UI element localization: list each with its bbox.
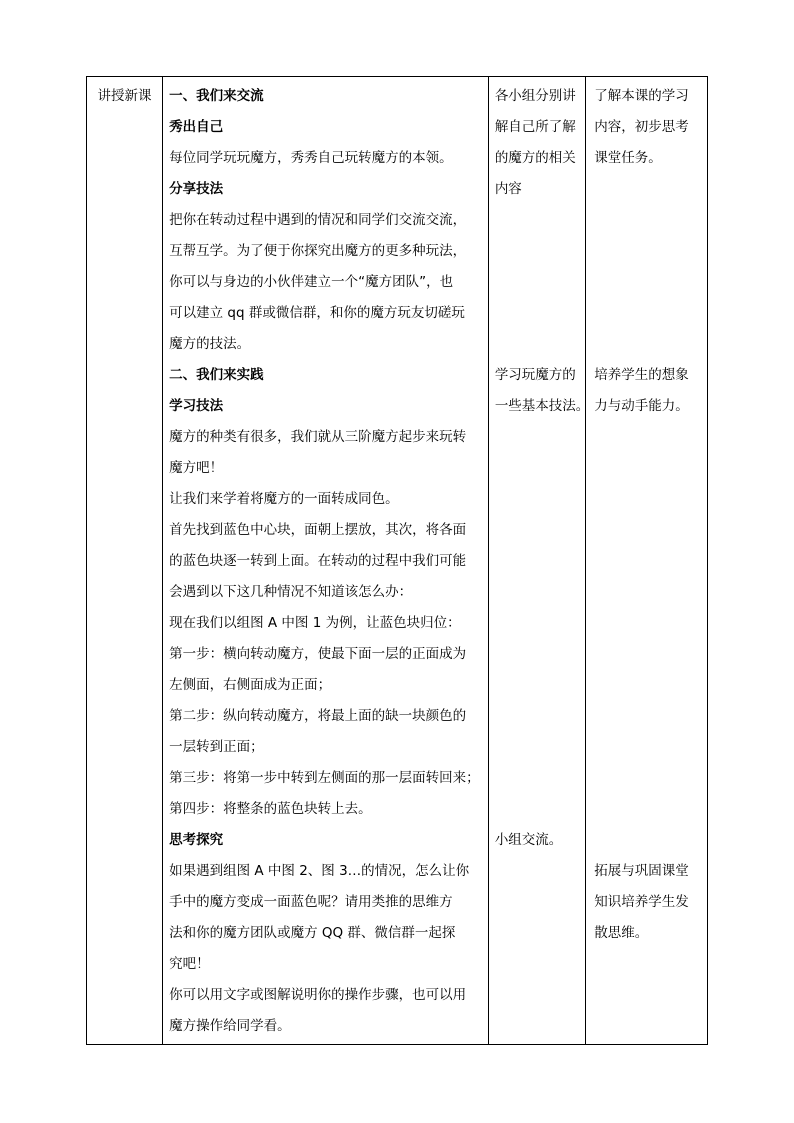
student-line: 解自己所了解 <box>494 119 576 135</box>
design-intent-cell <box>586 77 708 1045</box>
learn-line: 一层转到正面； <box>169 739 264 755</box>
think-line: 究吧！ <box>169 956 210 972</box>
student-line: 一些基本技法。 <box>494 398 590 414</box>
think-line: 你可以用文字或图解说明你的操作步骤，也可以用 <box>169 987 467 1003</box>
share-line: 互帮互学。为了便于你探究出魔方的更多种玩法， <box>169 243 467 259</box>
learn-line: 第一步：横向转动魔方，使最下面一层的正面成为 <box>169 646 467 662</box>
learn-line: 让我们来学着将魔方的一面转成同色。 <box>169 491 399 507</box>
student-line: 各小组分别讲 <box>494 88 576 104</box>
stage-cell <box>87 77 163 1045</box>
share-line: 可以建立 qq 群或微信群，和你的魔方玩友切磋玩 <box>169 305 465 321</box>
share-line: 把你在转动过程中遇到的情况和同学们交流交流， <box>169 212 467 228</box>
subheading-think: 思考探究 <box>169 832 224 848</box>
show-text: 每位同学玩玩魔方，秀秀自己玩转魔方的本领。 <box>169 150 453 166</box>
intent-line: 知识培养学生发 <box>594 894 689 910</box>
share-line: 你可以与身边的小伙伴建立一个“魔方团队”，也 <box>169 274 454 290</box>
learn-line: 首先找到蓝色中心块，面朝上摆放，其次，将各面 <box>169 522 467 538</box>
learn-line: 魔方的种类有很多，我们就从三阶魔方起步来玩转 <box>169 429 467 445</box>
student-line: 小组交流。 <box>494 832 563 848</box>
student-activity-cell <box>488 77 590 1045</box>
student-line: 的魔方的相关 <box>494 150 576 166</box>
subheading-share: 分享技法 <box>169 181 224 197</box>
content-cell <box>163 77 489 1045</box>
subheading-learn: 学习技法 <box>169 398 224 414</box>
section2-heading: 二、我们来实践 <box>169 367 264 383</box>
intent-line: 培养学生的想象 <box>594 367 689 383</box>
intent-line: 了解本课的学习 <box>594 88 689 104</box>
learn-line: 第三步：将第一步中转到左侧面的那一层面转回来； <box>169 770 480 786</box>
stage-label: 讲授新课 <box>97 88 152 104</box>
think-line: 魔方操作给同学看。 <box>169 1018 291 1034</box>
student-line: 学习玩魔方的 <box>494 367 576 383</box>
learn-line: 会遇到以下这几种情况不知道该怎么办： <box>169 584 413 600</box>
intent-line: 内容，初步思考 <box>594 119 689 135</box>
student-line: 内容 <box>494 181 522 197</box>
learn-line: 第二步：纵向转动魔方，将最上面的缺一块颜色的 <box>169 708 467 724</box>
learn-line: 第四步：将整条的蓝色块转上去。 <box>169 801 372 817</box>
lesson-plan-table <box>86 76 708 1045</box>
intent-line: 力与动手能力。 <box>594 398 689 414</box>
intent-line: 散思维。 <box>594 925 649 941</box>
section1-heading: 一、我们来交流 <box>169 88 264 104</box>
learn-line: 左侧面，右侧面成为正面； <box>169 677 332 693</box>
table-row <box>87 77 708 1045</box>
learn-line: 的蓝色块逐一转到上面。在转动的过程中我们可能 <box>169 553 467 569</box>
subheading-show: 秀出自己 <box>169 119 224 135</box>
share-line: 魔方的技法。 <box>169 336 251 352</box>
think-line: 手中的魔方变成一面蓝色呢？请用类推的思维方 <box>169 894 453 910</box>
think-line: 如果遇到组图 A 中图 2、图 3…的情况，怎么让你 <box>169 863 470 879</box>
learn-line: 现在我们以组图 A 中图 1 为例，让蓝色块归位： <box>169 615 461 631</box>
think-line: 法和你的魔方团队或魔方 QQ 群、微信群一起探 <box>169 925 456 941</box>
intent-line: 拓展与巩固课堂 <box>594 863 689 879</box>
learn-line: 魔方吧！ <box>169 460 224 476</box>
intent-line: 课堂任务。 <box>594 150 662 166</box>
